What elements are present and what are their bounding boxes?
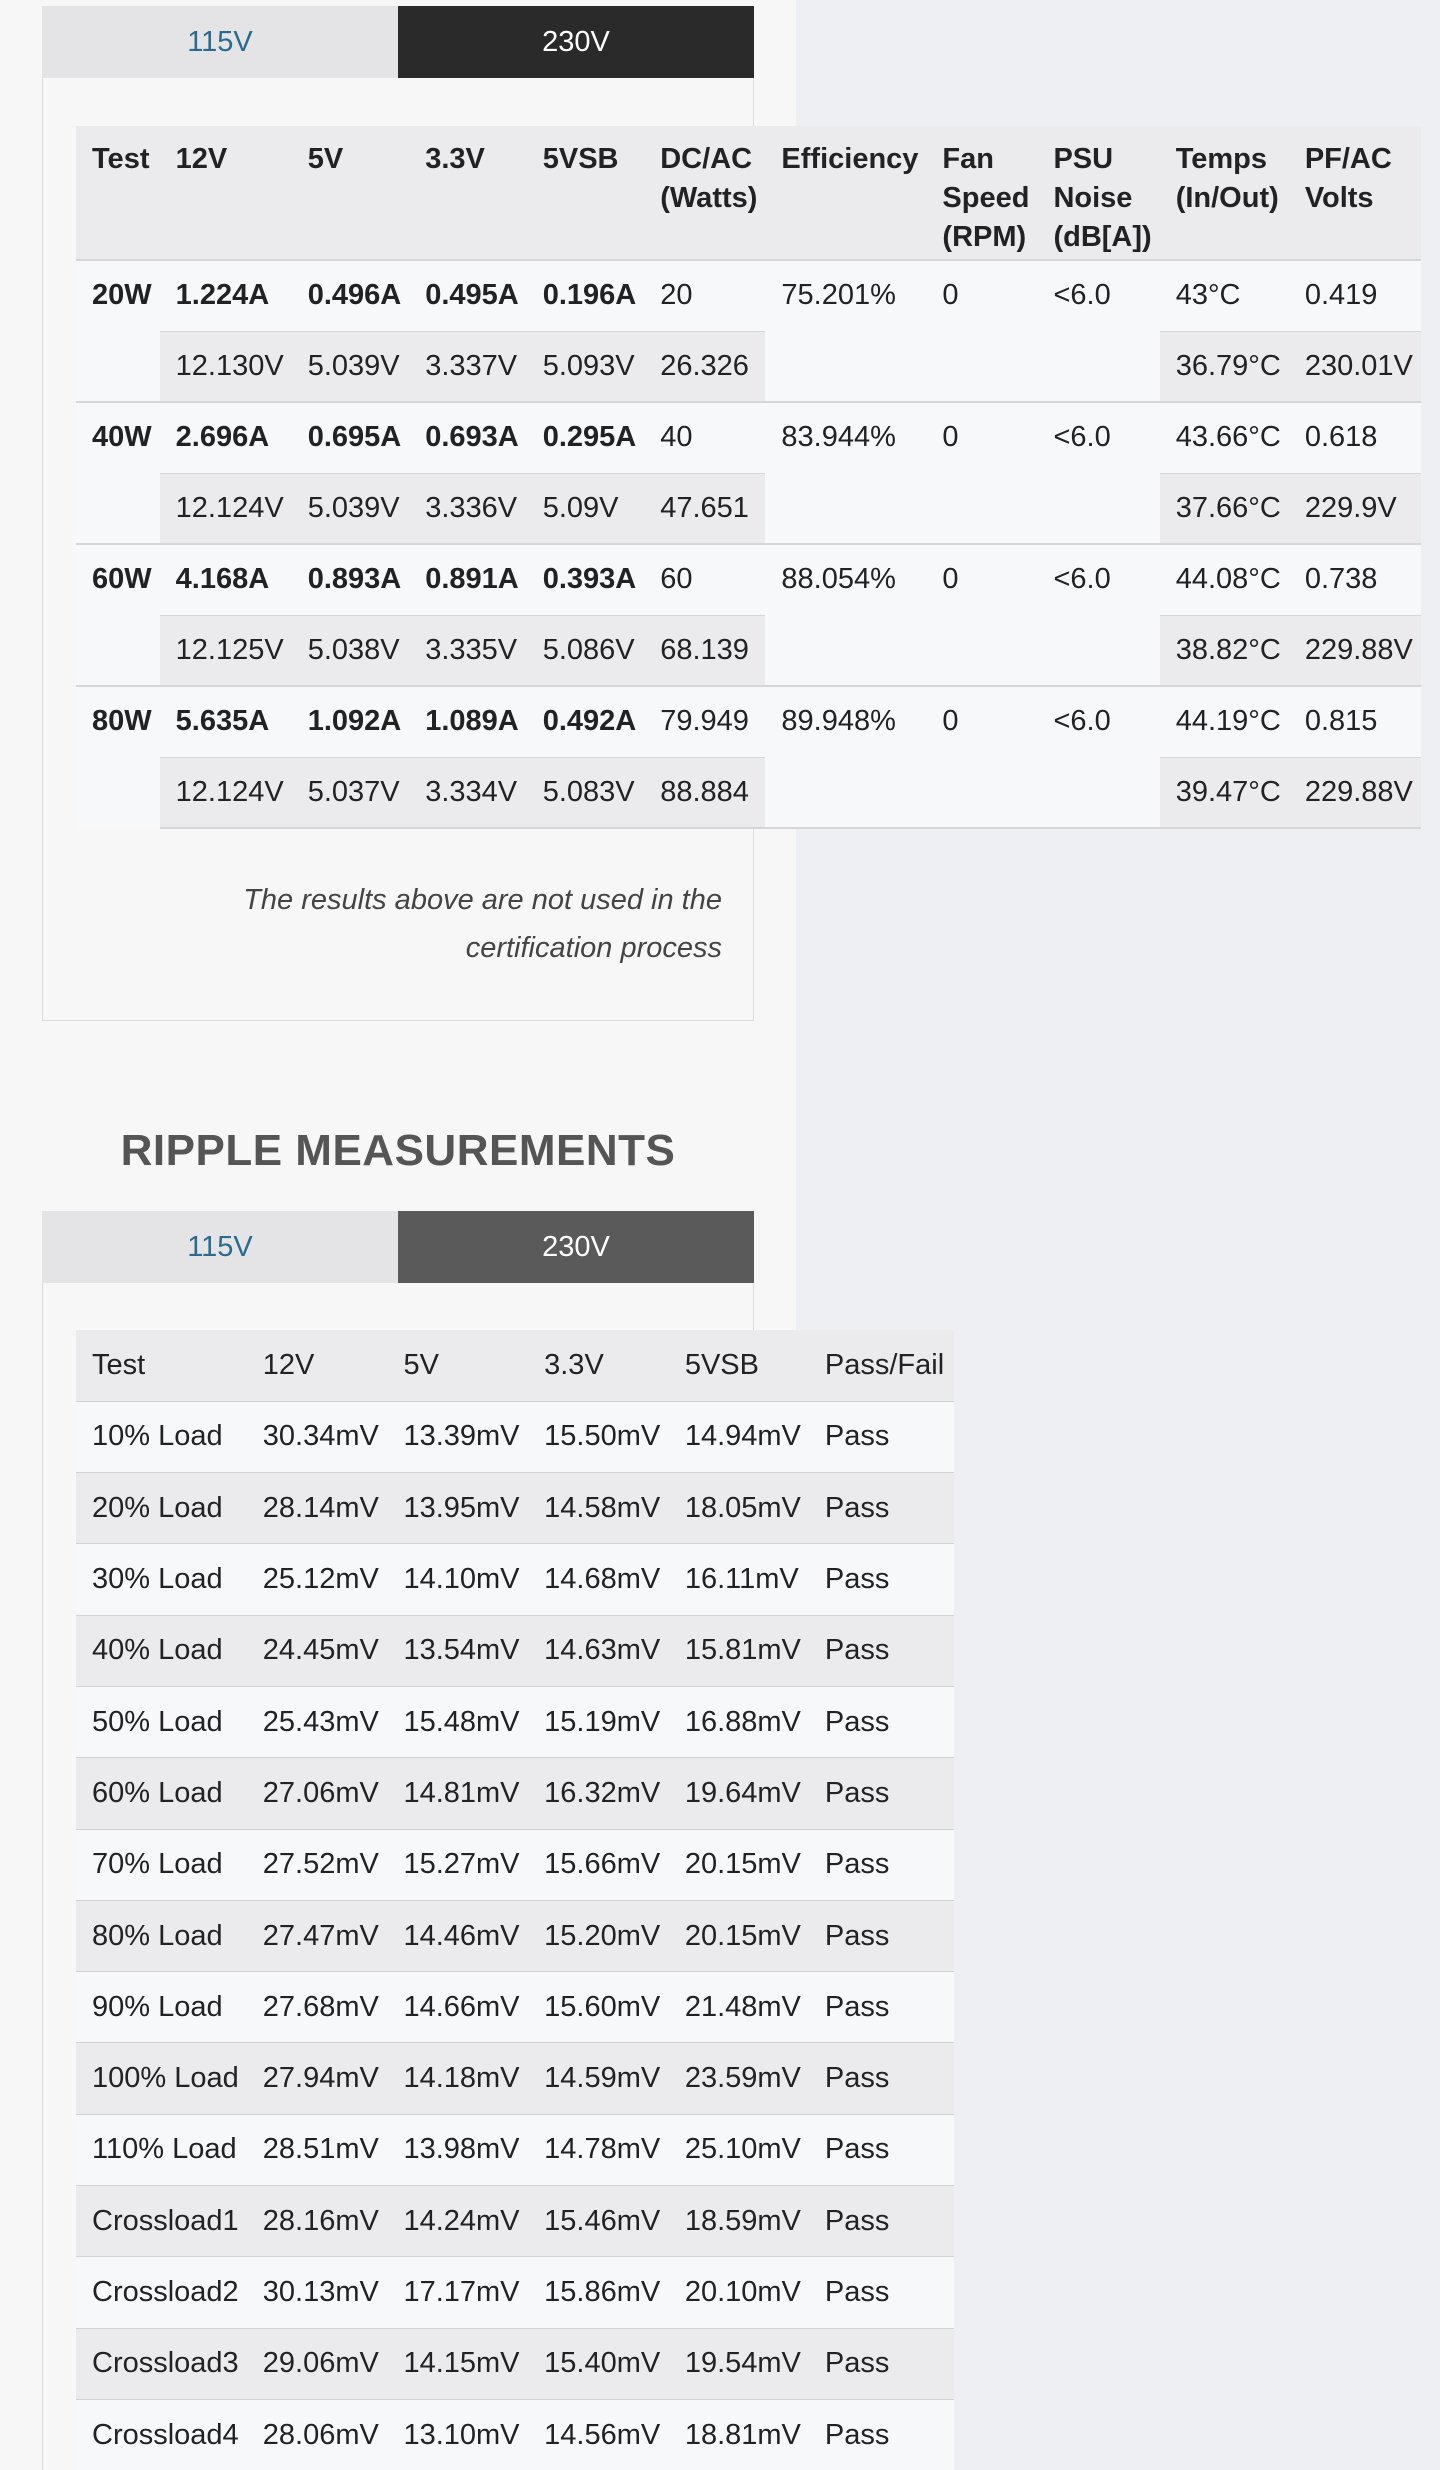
- cell-12v: 29.06mV: [247, 2328, 388, 2399]
- cell-5vsb: 25.10mV: [669, 2114, 809, 2185]
- cell-dc-watts: 60: [644, 544, 765, 615]
- cell-3v3: 14.59mV: [528, 2043, 669, 2114]
- cell-12v-amps: 5.635A: [160, 686, 292, 757]
- test-label: 80W: [76, 686, 160, 828]
- cell-5vsb: 21.48mV: [669, 1972, 809, 2043]
- header-test: Test: [76, 1330, 247, 1401]
- cell-5v-volts: 5.037V: [292, 757, 410, 828]
- ripple-row: [76, 1972, 954, 2043]
- cell-5vsb: 20.10mV: [669, 2257, 809, 2328]
- cell-12v: 27.47mV: [247, 1900, 388, 1971]
- cell-5v: 13.95mV: [387, 1473, 528, 1544]
- cell-temp-in: 43.66°C: [1160, 402, 1289, 473]
- cell-5vsb: 23.59mV: [669, 2043, 809, 2114]
- cell-5v: 13.10mV: [387, 2399, 528, 2470]
- cell-dc-watts: 20: [644, 260, 765, 331]
- cell-efficiency: 89.948%: [765, 686, 926, 828]
- cell-12v: 27.94mV: [247, 2043, 388, 2114]
- cell-pass-fail: Pass: [809, 1758, 954, 1829]
- header-pf-ac-volts: PF/AC Volts: [1289, 126, 1421, 260]
- cell-12v-amps: 1.224A: [160, 260, 292, 331]
- cell-test: 20% Load: [76, 1473, 247, 1544]
- cell-test: 90% Load: [76, 1972, 247, 2043]
- cell-ac-watts: 68.139: [644, 615, 765, 686]
- cell-12v: 28.51mV: [247, 2114, 388, 2185]
- header-test: Test: [76, 126, 160, 260]
- cell-5vsb: 16.11mV: [669, 1544, 809, 1615]
- cell-fan-speed: 0: [926, 402, 1037, 544]
- efficiency-row-amps: [76, 544, 1421, 615]
- cell-pass-fail: Pass: [809, 1473, 954, 1544]
- header-5v: 5V: [387, 1330, 528, 1401]
- cell-12v: 27.52mV: [247, 1829, 388, 1900]
- cell-pf: 0.419: [1289, 260, 1421, 331]
- header-5vsb: 5VSB: [669, 1330, 809, 1401]
- ripple-row: [76, 1544, 954, 1615]
- cell-efficiency: 88.054%: [765, 544, 926, 686]
- cell-test: Crossload4: [76, 2399, 247, 2470]
- cell-psu-noise: <6.0: [1037, 686, 1159, 828]
- cell-5vsb: 20.15mV: [669, 1900, 809, 1971]
- cell-12v: 30.34mV: [247, 1401, 388, 1472]
- cell-5vsb-amps: 0.196A: [527, 260, 645, 331]
- cell-3v3-amps: 0.693A: [409, 402, 527, 473]
- cell-3v3-volts: 3.336V: [409, 473, 527, 544]
- cell-5v: 14.24mV: [387, 2186, 528, 2257]
- efficiency-row-amps: [76, 260, 1421, 331]
- cell-fan-speed: 0: [926, 544, 1037, 686]
- cell-5v: 15.27mV: [387, 1829, 528, 1900]
- ripple-row: [76, 2399, 954, 2470]
- cell-3v3-amps: 0.495A: [409, 260, 527, 331]
- cell-efficiency: 83.944%: [765, 402, 926, 544]
- cell-test: 110% Load: [76, 2114, 247, 2185]
- ripple-row: [76, 2328, 954, 2399]
- cell-5v: 14.66mV: [387, 1972, 528, 2043]
- cell-pass-fail: Pass: [809, 2114, 954, 2185]
- ripple-row: [76, 2257, 954, 2328]
- cell-5vsb: 20.15mV: [669, 1829, 809, 1900]
- header-5vsb: 5VSB: [527, 126, 645, 260]
- ripple-row: [76, 1473, 954, 1544]
- efficiency-row-volts: [76, 473, 1421, 544]
- ripple-row: [76, 1686, 954, 1757]
- efficiency-row-volts: [76, 757, 1421, 828]
- ripple-row: [76, 1401, 954, 1472]
- ripple-voltage-tabs: [42, 1211, 754, 1283]
- cell-test: 10% Load: [76, 1401, 247, 1472]
- cell-12v: 25.43mV: [247, 1686, 388, 1757]
- cell-pass-fail: Pass: [809, 1686, 954, 1757]
- header-psu-noise: PSU Noise (dB[A]): [1037, 126, 1159, 260]
- efficiency-row-amps: [76, 686, 1421, 757]
- tab-115v[interactable]: 115V: [42, 6, 398, 78]
- cell-12v-volts: 12.124V: [160, 757, 292, 828]
- header-pass-fail: Pass/Fail: [809, 1330, 954, 1401]
- ripple-row: [76, 1615, 954, 1686]
- cell-ac-volts: 229.88V: [1289, 615, 1421, 686]
- cell-5vsb: 16.88mV: [669, 1686, 809, 1757]
- cell-3v3: 15.50mV: [528, 1401, 669, 1472]
- cell-3v3: 15.40mV: [528, 2328, 669, 2399]
- cell-5vsb-volts: 5.086V: [527, 615, 645, 686]
- cell-3v3-volts: 3.335V: [409, 615, 527, 686]
- cell-12v-volts: 12.125V: [160, 615, 292, 686]
- cell-3v3: 15.20mV: [528, 1900, 669, 1971]
- cell-psu-noise: <6.0: [1037, 544, 1159, 686]
- tab-115v[interactable]: 115V: [42, 1211, 398, 1283]
- header-3v3: 3.3V: [409, 126, 527, 260]
- ripple-row: [76, 1758, 954, 1829]
- efficiency-table: [76, 126, 1421, 829]
- cell-test: 50% Load: [76, 1686, 247, 1757]
- cell-dc-watts: 79.949: [644, 686, 765, 757]
- cell-3v3: 14.78mV: [528, 2114, 669, 2185]
- cell-temp-out: 39.47°C: [1160, 757, 1289, 828]
- cell-pass-fail: Pass: [809, 1900, 954, 1971]
- cell-5v: 14.46mV: [387, 1900, 528, 1971]
- cell-5vsb-amps: 0.295A: [527, 402, 645, 473]
- cell-psu-noise: <6.0: [1037, 402, 1159, 544]
- cell-5v: 17.17mV: [387, 2257, 528, 2328]
- cell-12v-amps: 2.696A: [160, 402, 292, 473]
- cell-5vsb: 18.81mV: [669, 2399, 809, 2470]
- cell-ac-volts: 230.01V: [1289, 331, 1421, 402]
- cell-12v: 28.14mV: [247, 1473, 388, 1544]
- header-efficiency: Efficiency: [765, 126, 926, 260]
- cell-5v: 14.10mV: [387, 1544, 528, 1615]
- cell-pass-fail: Pass: [809, 1829, 954, 1900]
- cell-5vsb-volts: 5.093V: [527, 331, 645, 402]
- cell-5vsb: 14.94mV: [669, 1401, 809, 1472]
- cell-ac-watts: 88.884: [644, 757, 765, 828]
- cell-3v3: 15.60mV: [528, 1972, 669, 2043]
- header-fan-speed: Fan Speed (RPM): [926, 126, 1037, 260]
- cell-temp-out: 37.66°C: [1160, 473, 1289, 544]
- ripple-row: [76, 2043, 954, 2114]
- cell-dc-watts: 40: [644, 402, 765, 473]
- header-5v: 5V: [292, 126, 410, 260]
- cell-5v: 14.81mV: [387, 1758, 528, 1829]
- cell-12v: 27.68mV: [247, 1972, 388, 2043]
- cell-12v-amps: 4.168A: [160, 544, 292, 615]
- tab-230v[interactable]: 230V: [398, 1211, 754, 1283]
- cell-12v: 28.06mV: [247, 2399, 388, 2470]
- cell-5v-amps: 0.893A: [292, 544, 410, 615]
- cell-3v3-amps: 1.089A: [409, 686, 527, 757]
- ripple-table: [76, 1330, 954, 2470]
- cell-5v-amps: 0.496A: [292, 260, 410, 331]
- cell-3v3: 15.19mV: [528, 1686, 669, 1757]
- cell-3v3: 15.86mV: [528, 2257, 669, 2328]
- cell-5vsb-amps: 0.492A: [527, 686, 645, 757]
- ripple-row: [76, 2114, 954, 2185]
- cell-pass-fail: Pass: [809, 1972, 954, 2043]
- cell-3v3: 15.46mV: [528, 2186, 669, 2257]
- cell-temp-out: 36.79°C: [1160, 331, 1289, 402]
- cell-temp-out: 38.82°C: [1160, 615, 1289, 686]
- cell-ac-watts: 47.651: [644, 473, 765, 544]
- ripple-section-title: RIPPLE MEASUREMENTS: [120, 1126, 676, 1175]
- cell-3v3: 14.58mV: [528, 1473, 669, 1544]
- ripple-row: [76, 1829, 954, 1900]
- cell-3v3-volts: 3.334V: [409, 757, 527, 828]
- cell-ac-volts: 229.9V: [1289, 473, 1421, 544]
- cell-temp-in: 44.08°C: [1160, 544, 1289, 615]
- test-label: 20W: [76, 260, 160, 402]
- cell-pf: 0.738: [1289, 544, 1421, 615]
- cell-12v-volts: 12.130V: [160, 331, 292, 402]
- header-temps: Temps (In/Out): [1160, 126, 1289, 260]
- cell-fan-speed: 0: [926, 260, 1037, 402]
- ripple-row: [76, 2186, 954, 2257]
- efficiency-header-row: [76, 126, 1421, 260]
- cell-5v: 14.18mV: [387, 2043, 528, 2114]
- cell-5v: 13.54mV: [387, 1615, 528, 1686]
- cell-5v-amps: 0.695A: [292, 402, 410, 473]
- cell-3v3: 16.32mV: [528, 1758, 669, 1829]
- cell-pf: 0.815: [1289, 686, 1421, 757]
- header-12v: 12V: [247, 1330, 388, 1401]
- efficiency-voltage-tabs: [42, 6, 754, 78]
- cell-pass-fail: Pass: [809, 2399, 954, 2470]
- test-label: 60W: [76, 544, 160, 686]
- cell-5vsb-volts: 5.083V: [527, 757, 645, 828]
- cell-ac-watts: 26.326: [644, 331, 765, 402]
- cell-5vsb-volts: 5.09V: [527, 473, 645, 544]
- cell-5v-amps: 1.092A: [292, 686, 410, 757]
- efficiency-row-volts: [76, 615, 1421, 686]
- header-12v: 12V: [160, 126, 292, 260]
- cell-3v3: 14.56mV: [528, 2399, 669, 2470]
- cell-12v: 28.16mV: [247, 2186, 388, 2257]
- cell-3v3: 15.66mV: [528, 1829, 669, 1900]
- cell-3v3-amps: 0.891A: [409, 544, 527, 615]
- cell-3v3: 14.63mV: [528, 1615, 669, 1686]
- cell-5v: 13.39mV: [387, 1401, 528, 1472]
- header-dc-ac: DC/AC (Watts): [644, 126, 765, 260]
- cell-temp-in: 44.19°C: [1160, 686, 1289, 757]
- cell-pf: 0.618: [1289, 402, 1421, 473]
- cell-test: Crossload2: [76, 2257, 247, 2328]
- cell-12v: 24.45mV: [247, 1615, 388, 1686]
- cell-12v: 25.12mV: [247, 1544, 388, 1615]
- cell-pass-fail: Pass: [809, 1615, 954, 1686]
- cell-5vsb: 15.81mV: [669, 1615, 809, 1686]
- cell-5v: 15.48mV: [387, 1686, 528, 1757]
- cell-fan-speed: 0: [926, 686, 1037, 828]
- cell-pass-fail: Pass: [809, 2186, 954, 2257]
- cell-12v: 27.06mV: [247, 1758, 388, 1829]
- test-label: 40W: [76, 402, 160, 544]
- cell-efficiency: 75.201%: [765, 260, 926, 402]
- cell-5vsb: 19.54mV: [669, 2328, 809, 2399]
- cell-pass-fail: Pass: [809, 2257, 954, 2328]
- cell-test: Crossload3: [76, 2328, 247, 2399]
- cell-test: 40% Load: [76, 1615, 247, 1686]
- cell-test: Crossload1: [76, 2186, 247, 2257]
- cell-12v-volts: 12.124V: [160, 473, 292, 544]
- tab-230v[interactable]: 230V: [398, 6, 754, 78]
- cell-5v-volts: 5.039V: [292, 331, 410, 402]
- efficiency-row-volts: [76, 331, 1421, 402]
- cell-test: 70% Load: [76, 1829, 247, 1900]
- cell-5vsb-amps: 0.393A: [527, 544, 645, 615]
- cell-5vsb: 18.05mV: [669, 1473, 809, 1544]
- header-3v3: 3.3V: [528, 1330, 669, 1401]
- cell-12v: 30.13mV: [247, 2257, 388, 2328]
- cell-5vsb: 18.59mV: [669, 2186, 809, 2257]
- cell-5v: 13.98mV: [387, 2114, 528, 2185]
- cell-test: 100% Load: [76, 2043, 247, 2114]
- cell-test: 60% Load: [76, 1758, 247, 1829]
- cell-pass-fail: Pass: [809, 2328, 954, 2399]
- cell-3v3-volts: 3.337V: [409, 331, 527, 402]
- cell-5vsb: 19.64mV: [669, 1758, 809, 1829]
- ripple-header-row: [76, 1330, 954, 1401]
- cell-psu-noise: <6.0: [1037, 260, 1159, 402]
- cell-test: 80% Load: [76, 1900, 247, 1971]
- cell-test: 30% Load: [76, 1544, 247, 1615]
- cell-5v: 14.15mV: [387, 2328, 528, 2399]
- cell-5v-volts: 5.038V: [292, 615, 410, 686]
- cell-5v-volts: 5.039V: [292, 473, 410, 544]
- cell-pass-fail: Pass: [809, 2043, 954, 2114]
- cell-pass-fail: Pass: [809, 1544, 954, 1615]
- cell-pass-fail: Pass: [809, 1401, 954, 1472]
- cell-temp-in: 43°C: [1160, 260, 1289, 331]
- ripple-row: [76, 1900, 954, 1971]
- cell-3v3: 14.68mV: [528, 1544, 669, 1615]
- efficiency-row-amps: [76, 402, 1421, 473]
- certification-note: The results above are not used in the certification process: [243, 884, 722, 964]
- cell-ac-volts: 229.88V: [1289, 757, 1421, 828]
